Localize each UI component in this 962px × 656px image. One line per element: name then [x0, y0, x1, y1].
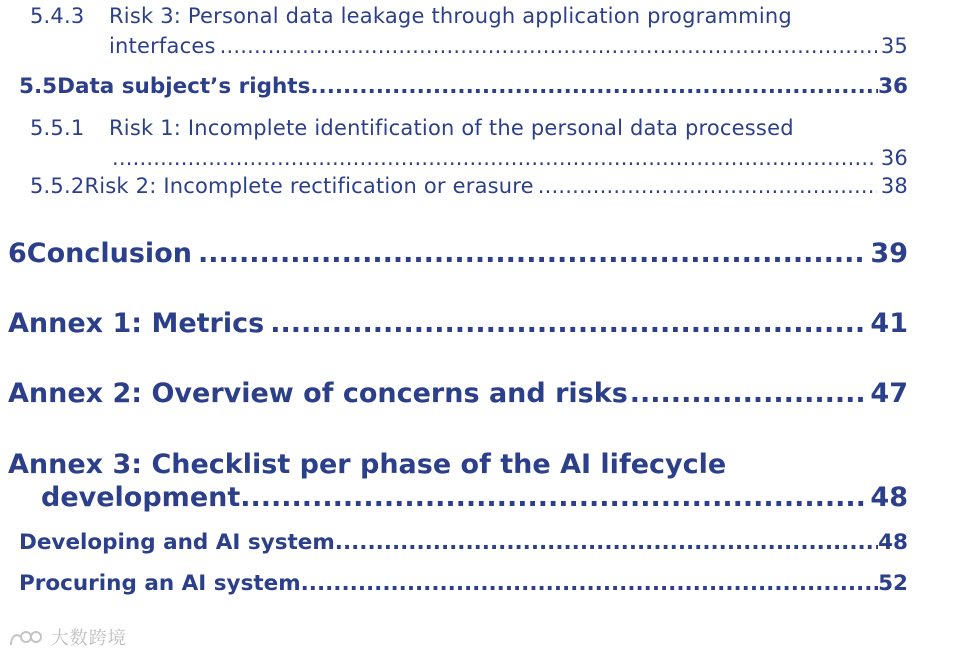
- watermark-text: 大数跨境: [50, 628, 127, 649]
- page-number: 47: [870, 378, 908, 409]
- leader-dots: [301, 571, 878, 596]
- watermark-logo-icon: [8, 629, 44, 649]
- toc-title: Data subject’s rights: [57, 74, 311, 99]
- toc-title: Developing and AI system: [19, 530, 335, 555]
- page-number: 35: [880, 34, 908, 58]
- toc-title: Annex 2: Overview of concerns and risks: [8, 378, 628, 409]
- toc-entry-annex-2[interactable]: [8, 378, 908, 409]
- toc-entry-5-4-3[interactable]: [30, 4, 908, 58]
- toc-number: 5.5.1: [30, 116, 85, 140]
- page-number: 52: [878, 571, 908, 596]
- toc-title: Risk 2: Incomplete rectification or erasure: [84, 174, 534, 198]
- page-number: 48: [870, 482, 908, 513]
- page-number: 38: [880, 174, 908, 198]
- toc-title: Annex 3: Checklist per phase of the AI lifecycle: [8, 449, 727, 480]
- page-number: 48: [878, 530, 908, 555]
- toc-entry-5-5-1[interactable]: [30, 116, 908, 170]
- toc-entry-annex-1[interactable]: [8, 308, 908, 339]
- toc-entry-6[interactable]: [8, 238, 908, 269]
- leader-dots: [198, 238, 864, 269]
- leader-dots: [220, 34, 877, 58]
- leader-dots: [240, 482, 864, 513]
- leader-dots: [310, 74, 878, 99]
- toc-number: 5.5: [19, 74, 58, 99]
- toc-number: 6: [8, 238, 27, 269]
- toc-entry-developing[interactable]: [19, 530, 908, 555]
- leader-dots: [630, 378, 865, 409]
- toc-number: 5.4.3: [30, 4, 85, 28]
- leader-dots: [270, 308, 864, 339]
- leader-dots: [538, 174, 877, 198]
- toc-entry-procuring[interactable]: [19, 571, 908, 596]
- toc-entry-5-5-2[interactable]: [30, 174, 908, 198]
- toc-title: Conclusion: [26, 238, 192, 269]
- page-number: 36: [880, 146, 908, 170]
- page-number: 41: [870, 308, 908, 339]
- toc-title: Risk 3: Personal data leakage through application programming: [109, 4, 792, 28]
- toc-number: 5.5.2: [30, 174, 85, 198]
- toc-entry-annex-3[interactable]: [8, 449, 908, 513]
- page-number: 39: [870, 238, 908, 269]
- page-number: 36: [878, 74, 908, 99]
- leader-dots: [335, 530, 878, 555]
- toc-title: Risk 1: Incomplete identification of the personal data processed: [109, 116, 794, 140]
- leader-dots: [112, 146, 877, 170]
- toc-title: Annex 1: Metrics: [8, 308, 265, 339]
- watermark: [8, 624, 127, 650]
- toc-title: Procuring an AI system: [19, 571, 301, 596]
- toc-title-cont: development: [41, 482, 241, 513]
- toc-entry-5-5[interactable]: [19, 74, 908, 99]
- toc-title-cont: interfaces: [109, 34, 216, 58]
